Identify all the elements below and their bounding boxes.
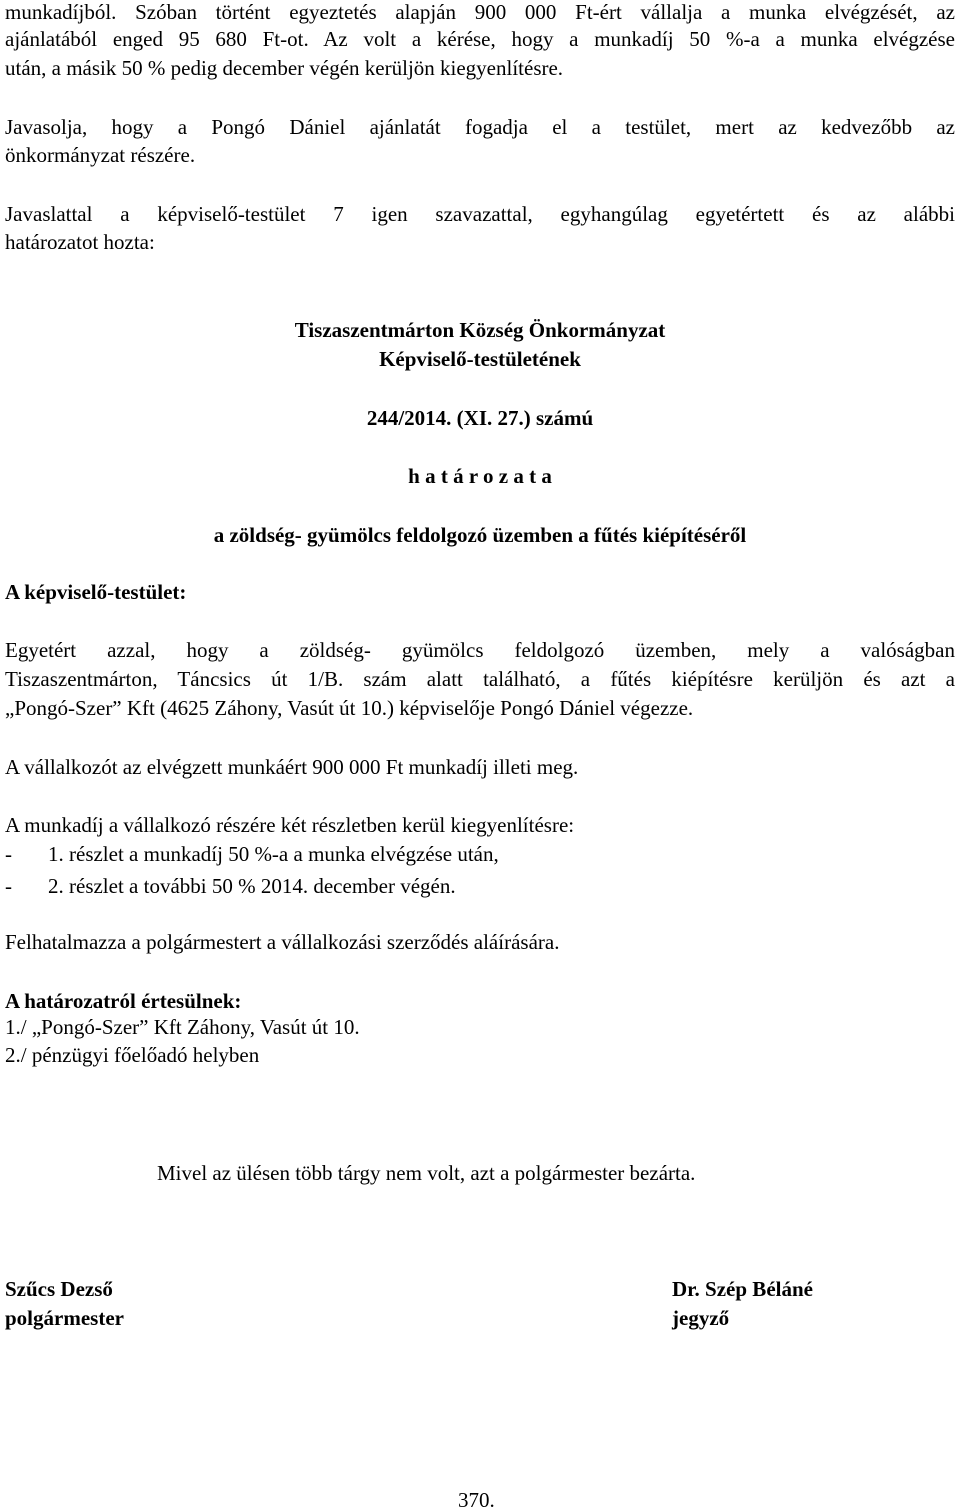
installment-2-dash: - — [5, 874, 12, 898]
intro-line-1: munkadíjból. Szóban történt egyeztetés alapján 900 000 Ft-ért vállalja a munka elvégzését, az — [5, 0, 955, 24]
installment-1-text: 1. részlet a munkadíj 50 %-a a munka elvégzése után, — [48, 842, 499, 866]
intro-line-2: ajánlatából enged 95 680 Ft-ot. Az volt a kérése, hogy a munkadíj 50 %-a a munka elvégzése — [5, 27, 955, 51]
decision-line-2: Tiszaszentmárton, Táncsics út 1/B. szám alatt található, a fűtés kiépítésre kerüljön és azt a — [5, 667, 955, 691]
signature-left-name: Szűcs Dezső — [5, 1277, 113, 1301]
signature-right-title: jegyző — [672, 1306, 730, 1330]
signature-left-title: polgármester — [5, 1306, 124, 1330]
payment-intro: A munkadíj a vállalkozó részére két részletben kerül kiegyenlítésre: — [5, 813, 575, 837]
vote-line-1: Javaslattal a képviselő-testület 7 igen szavazattal, egyhangúlag egyetértett és az alábbi — [5, 202, 955, 226]
resolution-subject: a zöldség- gyümölcs feldolgozó üzemben a fűtés kiépítéséről — [213, 523, 747, 547]
page-number: 370. — [458, 1488, 495, 1512]
signature-right-name: Dr. Szép Béláné — [672, 1277, 813, 1301]
resolution-body-name: Tiszaszentmárton Község Önkormányzat — [294, 318, 666, 342]
notify-item-2: 2./ pénzügyi főelőadó helyben — [5, 1043, 260, 1067]
authorization-text: Felhatalmazza a polgármestert a vállalkozási szerződés aláírására. — [5, 930, 560, 954]
decision-line-3: „Pongó-Szer” Kft (4625 Záhony, Vasút út 10.) képviselője Pongó Dániel végezze. — [5, 696, 694, 720]
intro-line-3: után, a másik 50 % pedig december végén kerüljön kiegyenlítésre. — [5, 56, 564, 80]
proposal-line-1: Javasolja, hogy a Pongó Dániel ajánlatát fogadja el a testület, mert az kedvezőbb az — [5, 115, 955, 139]
resolution-body-name-2: Képviselő-testületének — [379, 347, 581, 371]
closing-text: Mivel az ülésen több tárgy nem volt, azt a polgármester bezárta. — [157, 1161, 696, 1185]
resolution-heading: h a t á r o z a t a — [408, 464, 552, 488]
notify-heading: A határozatról értesülnek: — [5, 989, 242, 1013]
notify-item-1: 1./ „Pongó-Szer” Kft Záhony, Vasút út 10. — [5, 1015, 360, 1039]
vote-line-2: határozatot hozta: — [5, 230, 155, 254]
resolution-number: 244/2014. (XI. 27.) számú — [366, 406, 594, 430]
board-label: A képviselő-testület: — [5, 580, 187, 604]
installment-2-text: 2. részlet a további 50 % 2014. december végén. — [48, 874, 456, 898]
installment-1-dash: - — [5, 842, 12, 866]
proposal-line-2: önkormányzat részére. — [5, 143, 196, 167]
fee-text: A vállalkozót az elvégzett munkáért 900 000 Ft munkadíj illeti meg. — [5, 755, 579, 779]
decision-line-1: Egyetért azzal, hogy a zöldség- gyümölcs feldolgozó üzemben, mely a valóságban — [5, 638, 955, 662]
